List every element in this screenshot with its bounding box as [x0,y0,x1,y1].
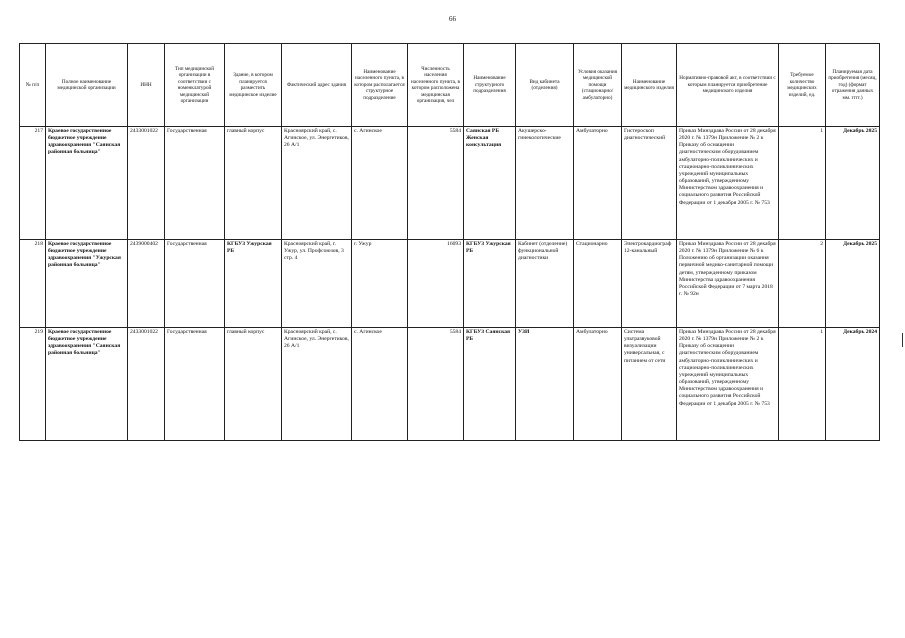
row-number: 219 [20,328,46,441]
column-header: Наименование населенного пункта, в котором располагается структурное подразделение [352,44,408,127]
device-name: Система ультразвуковой визуализации универсальная, с питанием от сети [622,328,677,441]
equipment-table [19,43,880,441]
table-row [20,127,880,240]
legal-act: Приказ Минздрава России от 28 декабря 2020 г. № 1379н Приложение № 2 к Приказу об оснащении диагностическим оборудованием амбулаторно-поликлинических и стационарно-поликлинических учреждений муниципальных образований, утвержденному Министерством здравоохранения и социального развития Российской Федерации от 1 декабря 2005 г. № 753 [677,328,779,441]
organization-type: Государственная [165,328,225,441]
structural-unit: КГБУЗ Саянская РБ [464,328,516,441]
organization-type: Государственная [165,127,225,240]
column-header: Тип медицинской организации в соответствии с номенклатурой медицинской организации [165,44,225,127]
planned-date: Декабрь 2025 [826,127,880,240]
address: Красноярский край, с. Агинское, ул. Энергетиков, 26 А/1 [282,127,352,240]
legal-act: Приказ Минздрава России от 28 декабря 2020 г. № 1379н Приложение № 2 к Приказу об оснащении диагностическим оборудованием амбулаторно-поликлинических и стационарно-поликлинических учреждений муниципальных образований, утвержденному Министерством здравоохранения и социального развития Российской Федерации от 1 декабря 2005 г. № 753 [677,127,779,240]
locality: г. Ужур [352,240,408,328]
column-header: Здание, в котором планируется разместить медицинское изделие [225,44,282,127]
population: 5584 [408,328,464,441]
table-row [20,240,880,328]
locality: с. Агинское [352,127,408,240]
column-header: Наименование структурного подразделения [464,44,516,127]
column-header: ИНН [128,44,165,127]
organization-name: Краевое государственное бюджетное учреждение здравоохранения "Ужурская районная больница" [46,240,128,328]
population: 5584 [408,127,464,240]
column-header: № п/п [20,44,46,127]
address: Красноярский край, г. Ужур, ул. Профсоюзов, 3 стр. 4 [282,240,352,328]
quantity: 2 [779,240,826,328]
column-header: Фактический адрес здания [282,44,352,127]
inn: 2433001022 [128,127,165,240]
building: КГБУЗ Ужурская РБ [225,240,282,328]
table-header-row [20,44,880,127]
building: главный корпус [225,328,282,441]
cabinet-type: Акушерско-гинекологические [516,127,574,240]
column-header: Вид кабинета (отделения) [516,44,574,127]
margin-mark [902,333,903,347]
building: главный корпус [225,127,282,240]
column-header: Численность населения населенного пункта, в котором расположена медицинская организация, чел [408,44,464,127]
cabinet-type: Кабинет (отделение) функциональной диагностики [516,240,574,328]
legal-act: Приказ Минздрава России от 28 декабря 2020 г. № 1379н Приложение № 6 к Положению об организации оказания первичной медико-санитарной помощи детям, утвержденному приказом Министерства здравоохранения Российской Федерации от 7 марта 2018 г. № 92н [677,240,779,328]
quantity: 1 [779,127,826,240]
column-header: Условия оказания медицинской помощи (стационарно/ амбулаторно) [574,44,622,127]
organization-type: Государственная [165,240,225,328]
organization-name: Краевое государственное бюджетное учреждение здравоохранения "Саянская районная больница" [46,127,128,240]
structural-unit: КГБУЗ Ужурская РБ [464,240,516,328]
structural-unit: Саянская РБ Женская консультация [464,127,516,240]
care-conditions: Амбулаторно [574,328,622,441]
device-name: Гистероскоп диагностический [622,127,677,240]
table-row [20,328,880,441]
inn: 2439000402 [128,240,165,328]
row-number: 218 [20,240,46,328]
column-header: Требуемое количество медицинских изделий, ед. [779,44,826,127]
row-number: 217 [20,127,46,240]
column-header: Планируемая дата приобретения (месяц, год) (формат отражения данных мм. гггг.) [826,44,880,127]
organization-name: Краевое государственное бюджетное учреждение здравоохранения "Саянская районная больница" [46,328,128,441]
column-header: Нормативно-правовой акт, в соответствии с которым планируется приобретение медицинского изделия [677,44,779,127]
care-conditions: Амбулаторно [574,127,622,240]
population: 16093 [408,240,464,328]
device-name: Электрокардиограф 12-канальный [622,240,677,328]
quantity: 1 [779,328,826,441]
locality: с. Агинское [352,328,408,441]
address: Красноярский край, с. Агинское, ул. Энергетиков, 26 А/1 [282,328,352,441]
column-header: Полное наименование медицинской организации [46,44,128,127]
page-number: 66 [449,15,456,23]
cabinet-type: УЗИ [516,328,574,441]
inn: 2433001022 [128,328,165,441]
planned-date: Декабрь 2024 [826,328,880,441]
care-conditions: Стационарно [574,240,622,328]
planned-date: Декабрь 2025 [826,240,880,328]
column-header: Наименование медицинского изделия [622,44,677,127]
